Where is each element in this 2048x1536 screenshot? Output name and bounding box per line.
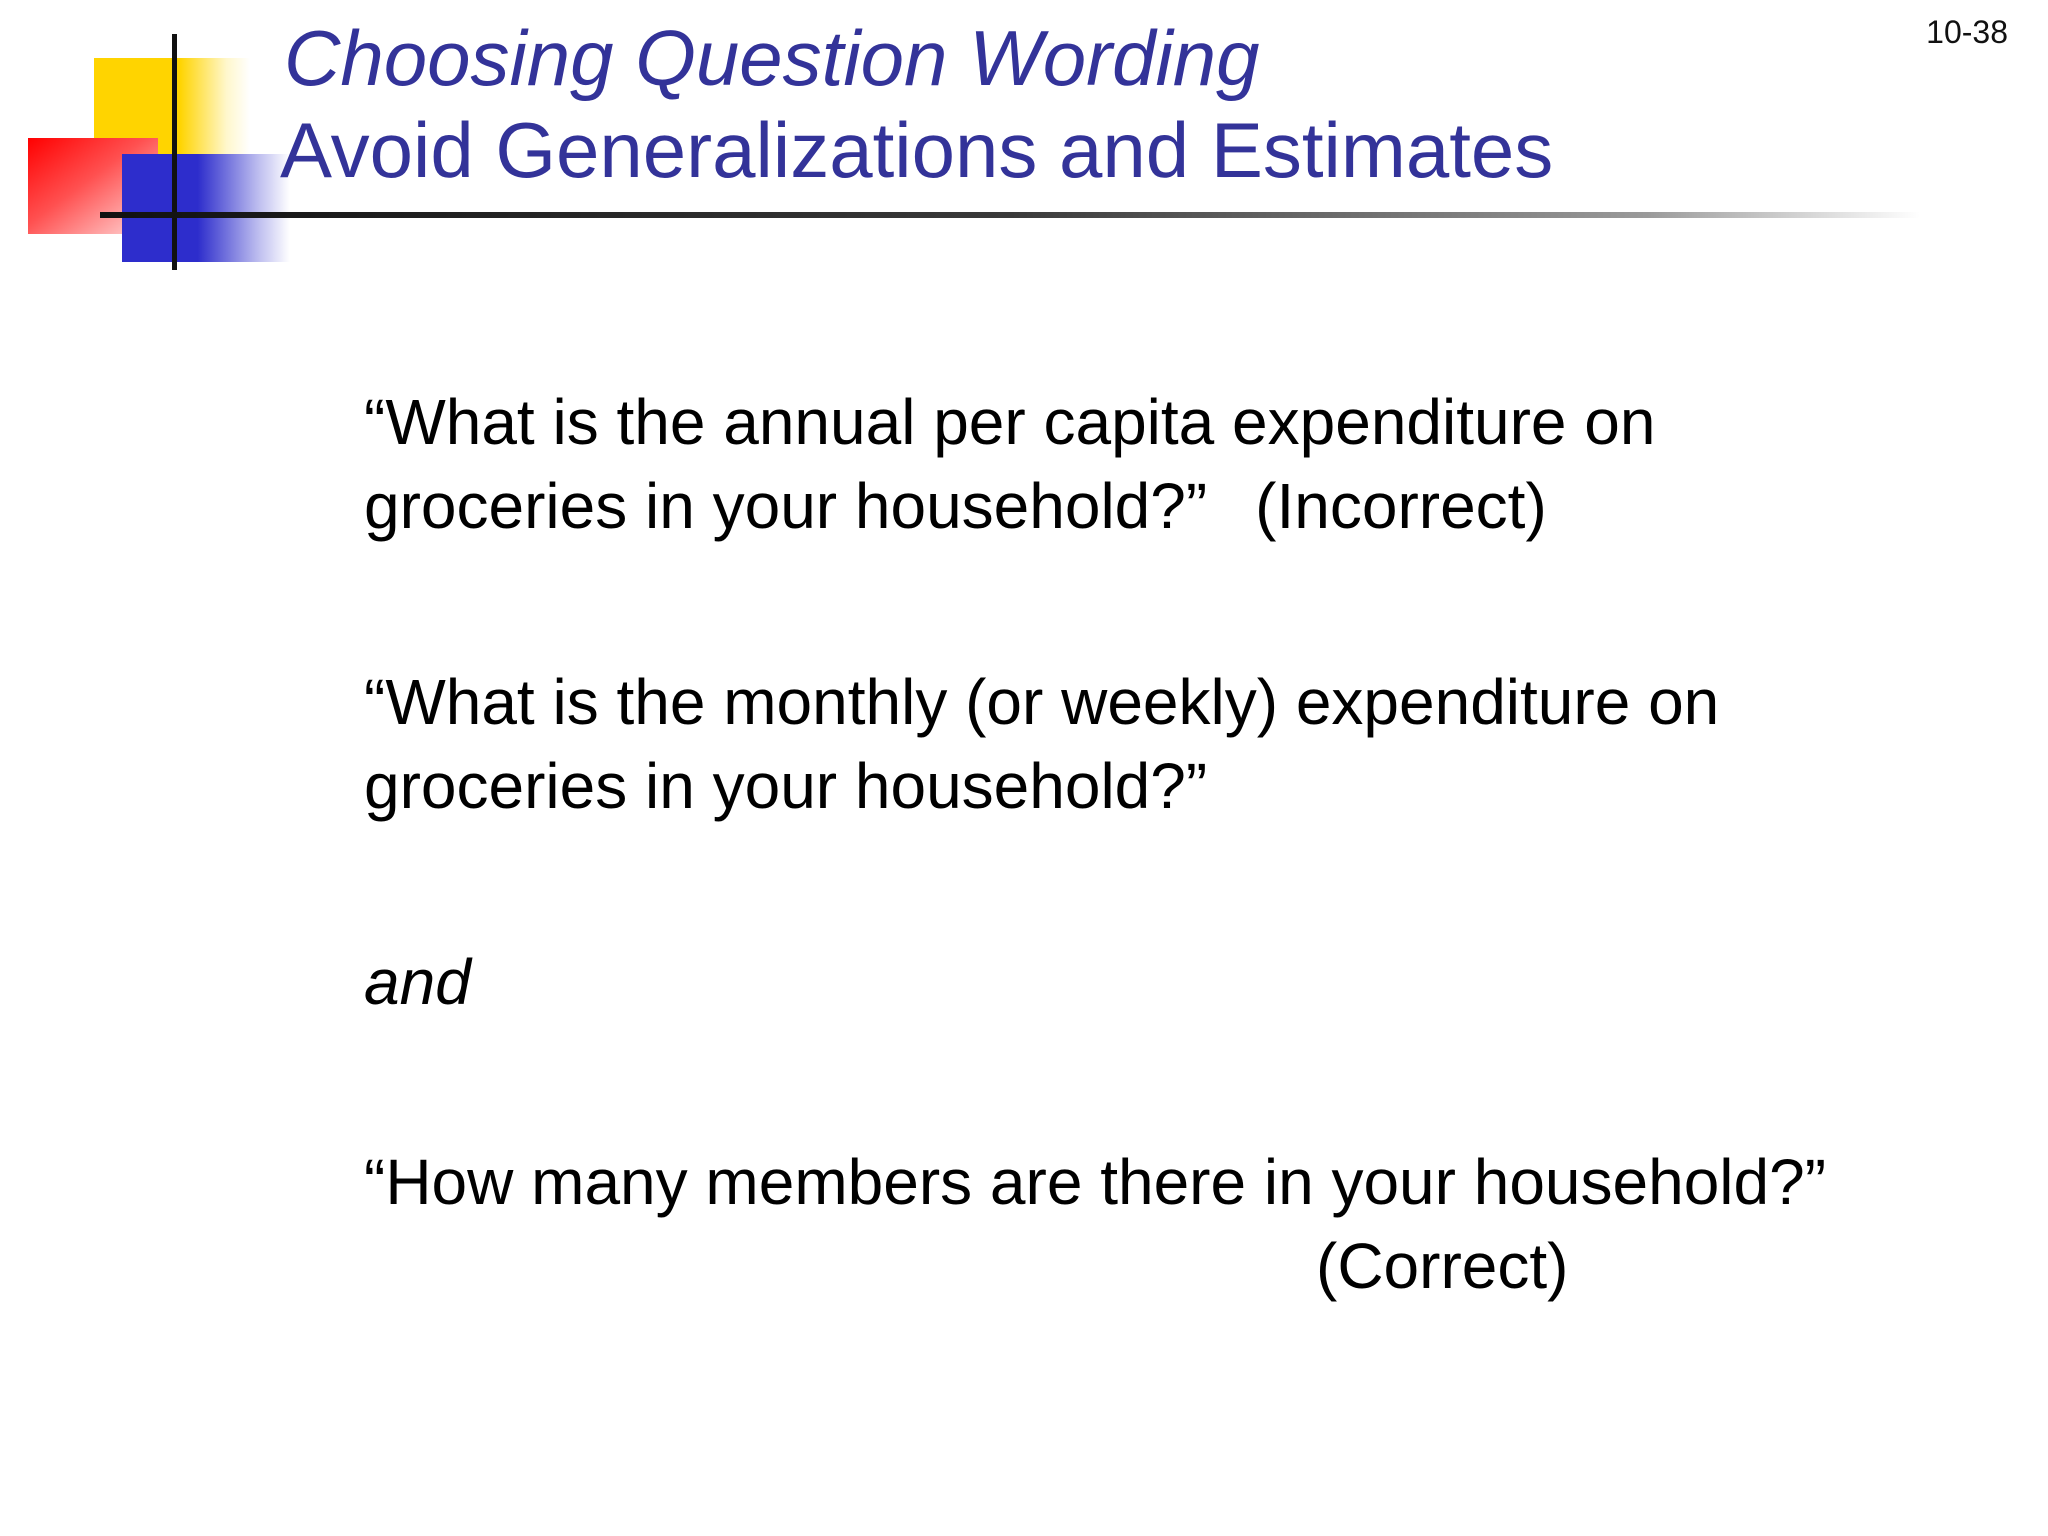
slide-subtitle: Avoid Generalizations and Estimates — [280, 106, 1554, 194]
question-incorrect — [364, 380, 1655, 548]
question-monthly-line1: “What is the monthly (or weekly) expenditure on — [364, 666, 1720, 738]
question-monthly — [364, 660, 1719, 828]
logo-vertical-line — [172, 34, 177, 270]
question-members — [364, 1140, 1826, 1224]
connector-and: and — [364, 946, 471, 1018]
question-members-line1: “How many members are there in your household?” — [364, 1146, 1826, 1218]
correct-tag: (Correct) — [1316, 1230, 1569, 1302]
incorrect-tag: (Incorrect) — [1255, 470, 1547, 542]
slide-number: 10-38 — [1926, 14, 2008, 50]
question-incorrect-line1: “What is the annual per capita expenditure on — [364, 386, 1656, 458]
logo-blue-square — [122, 154, 290, 262]
question-incorrect-line2-text: groceries in your household?” — [364, 470, 1208, 542]
question-monthly-line2: groceries in your household?” — [364, 750, 1208, 822]
question-incorrect-line2 — [364, 464, 1655, 548]
title-underline — [100, 212, 1920, 218]
slide-title: Choosing Question Wording — [284, 14, 1260, 102]
